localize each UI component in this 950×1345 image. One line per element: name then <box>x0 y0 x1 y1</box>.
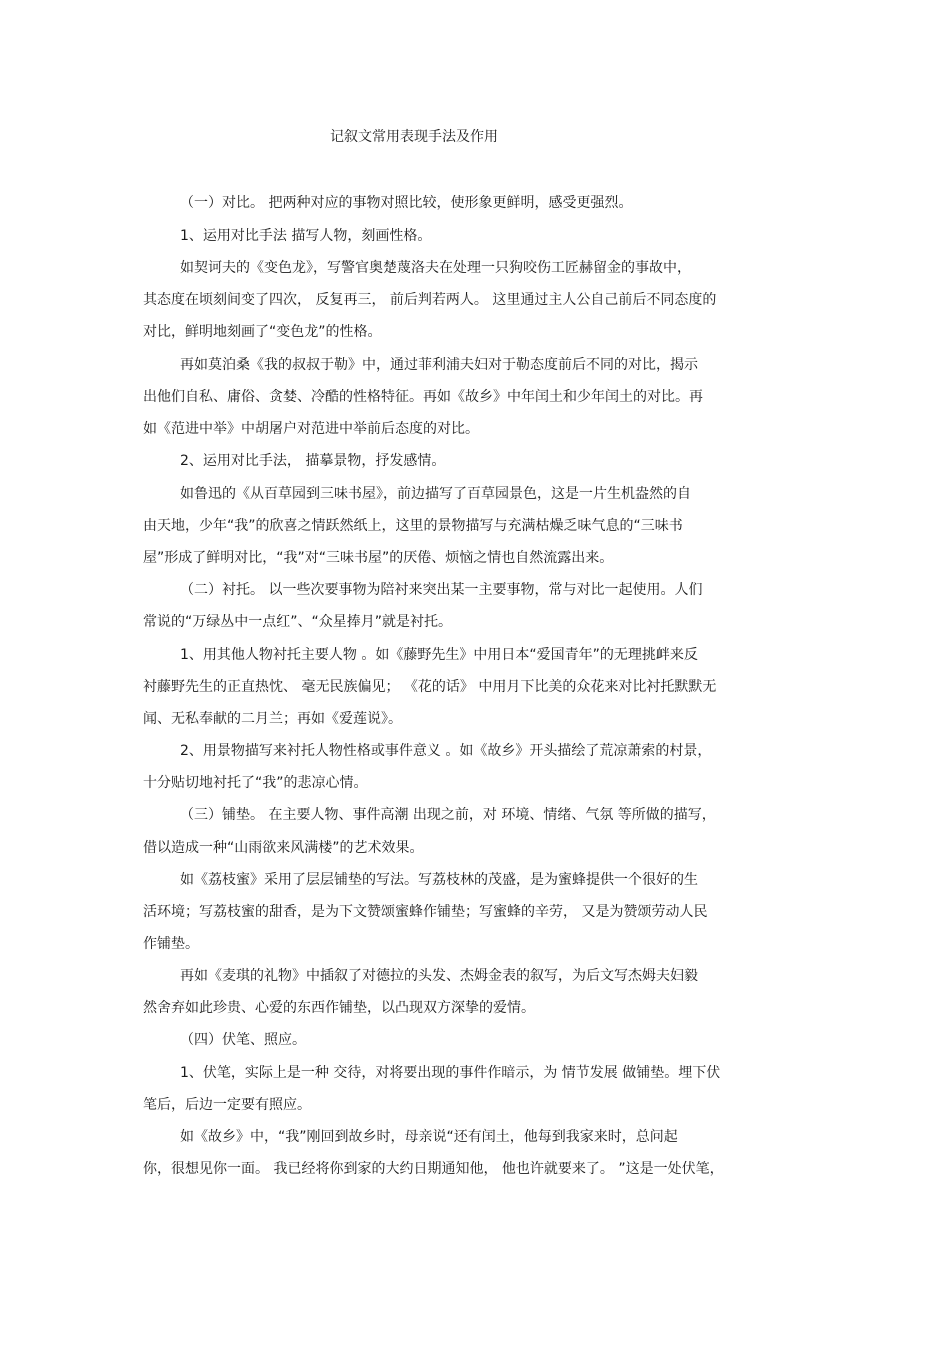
paragraph-line: 再如《麦琪的礼物》中插叙了对德拉的头发、杰姆金表的叙写，为后文写杰姆夫妇毅 <box>180 968 698 984</box>
paragraph-line: 由天地，少年“我”的欣喜之情跃然纸上，这里的景物描写与充满枯燥乏味气息的“三味书 <box>143 518 683 534</box>
paragraph-line: 1、运用对比手法 描写人物，刻画性格。 <box>180 228 432 244</box>
paragraph-line: 闻、无私奉献的二月兰；再如《爱莲说》。 <box>143 711 402 727</box>
paragraph-line: 2、用景物描写来衬托人物性格或事件意义 。如《故乡》开头描绘了荒凉萧索的村景， <box>180 743 712 759</box>
section-contrast-heading: （一）对比。 把两种对应的事物对照比较，使形象更鲜明，感受更强烈。 <box>180 195 633 211</box>
paragraph-line: 如《范进中举》中胡屠户对范进中举前后态度的对比。 <box>143 421 479 437</box>
paragraph-line: 如契诃夫的《变色龙》，写警官奥楚蔑洛夫在处理一只狗咬伤工匠赫留金的事故中， <box>180 260 691 276</box>
paragraph-line: 你，很想见你一面。 我已经将你到家的大约日期通知他， 他也许就要来了。 ”这是一处伏笔， <box>143 1161 724 1177</box>
document-title: 记叙文常用表现手法及作用 <box>330 129 498 145</box>
paragraph-line: 然舍弃如此珍贵、心爱的东西作铺垫，以凸现双方深挚的爱情。 <box>143 1000 535 1016</box>
paragraph-line: 十分贴切地衬托了“我”的悲凉心情。 <box>143 775 368 791</box>
paragraph-line: 再如莫泊桑《我的叔叔于勒》中，通过菲利浦夫妇对于勒态度前后不同的对比，揭示 <box>180 357 698 373</box>
paragraph-line: 其态度在顷刻间变了四次， 反复再三， 前后判若两人。 这里通过主人公自己前后不同态度的 <box>143 292 717 308</box>
paragraph-line: 衬藤野先生的正直热忱、 毫无民族偏见； 《花的话》 中用月下比美的众花来对比衬托默默无 <box>143 679 717 695</box>
paragraph-line: 对比，鲜明地刻画了“变色龙”的性格。 <box>143 324 382 340</box>
paragraph-line: 笔后，后边一定要有照应。 <box>143 1097 311 1113</box>
paragraph-line: 如鲁迅的《从百草园到三味书屋》，前边描写了百草园景色，这是一片生机盎然的自 <box>180 486 691 502</box>
paragraph-line: 作铺垫。 <box>143 936 199 952</box>
paragraph-line: 活环境；写荔枝蜜的甜香，是为下文赞颂蜜蜂作铺垫；写蜜蜂的辛劳， 又是为赞颂劳动人民 <box>143 904 708 920</box>
paragraph-line: 1、伏笔，实际上是一种 交待，对将要出现的事件作暗示，为 情节发展 做铺垫。埋下伏 <box>180 1065 721 1081</box>
paragraph-line: 如《故乡》中，“我”刚回到故乡时，母亲说“还有闰土，他每到我家来时，总问起 <box>180 1129 678 1145</box>
paragraph-line: 1、用其他人物衬托主要人物 。如《藤野先生》中用日本“爱国青年”的无理挑衅来反 <box>180 647 698 663</box>
paragraph-line: 屋”形成了鲜明对比，“我”对“三味书屋”的厌倦、烦恼之情也自然流露出来。 <box>143 550 614 566</box>
paragraph-line: 常说的“万绿丛中一点红”、“众星捧月”就是衬托。 <box>143 614 453 630</box>
paragraph-line: 2、运用对比手法， 描摹景物，抒发感情。 <box>180 453 446 469</box>
section-foreshadowing-heading: （四）伏笔、照应。 <box>180 1032 306 1048</box>
paragraph-line: 借以造成一种“山雨欲来风满楼”的艺术效果。 <box>143 840 424 856</box>
section-foreshadow-heading: （三）铺垫。 在主要人物、事件高潮 出现之前，对 环境、情绪、气氛 等所做的描写， <box>180 807 716 823</box>
paragraph-line: 如《荔枝蜜》采用了层层铺垫的写法。写荔枝林的茂盛，是为蜜蜂提供一个很好的生 <box>180 872 698 888</box>
section-foil-heading: （二）衬托。 以一些次要事物为陪衬来突出某一主要事物，常与对比一起使用。人们 <box>180 582 703 598</box>
paragraph-line: 出他们自私、庸俗、贪婪、冷酷的性格特征。再如《故乡》中年闰土和少年闰土的对比。再 <box>143 389 703 405</box>
